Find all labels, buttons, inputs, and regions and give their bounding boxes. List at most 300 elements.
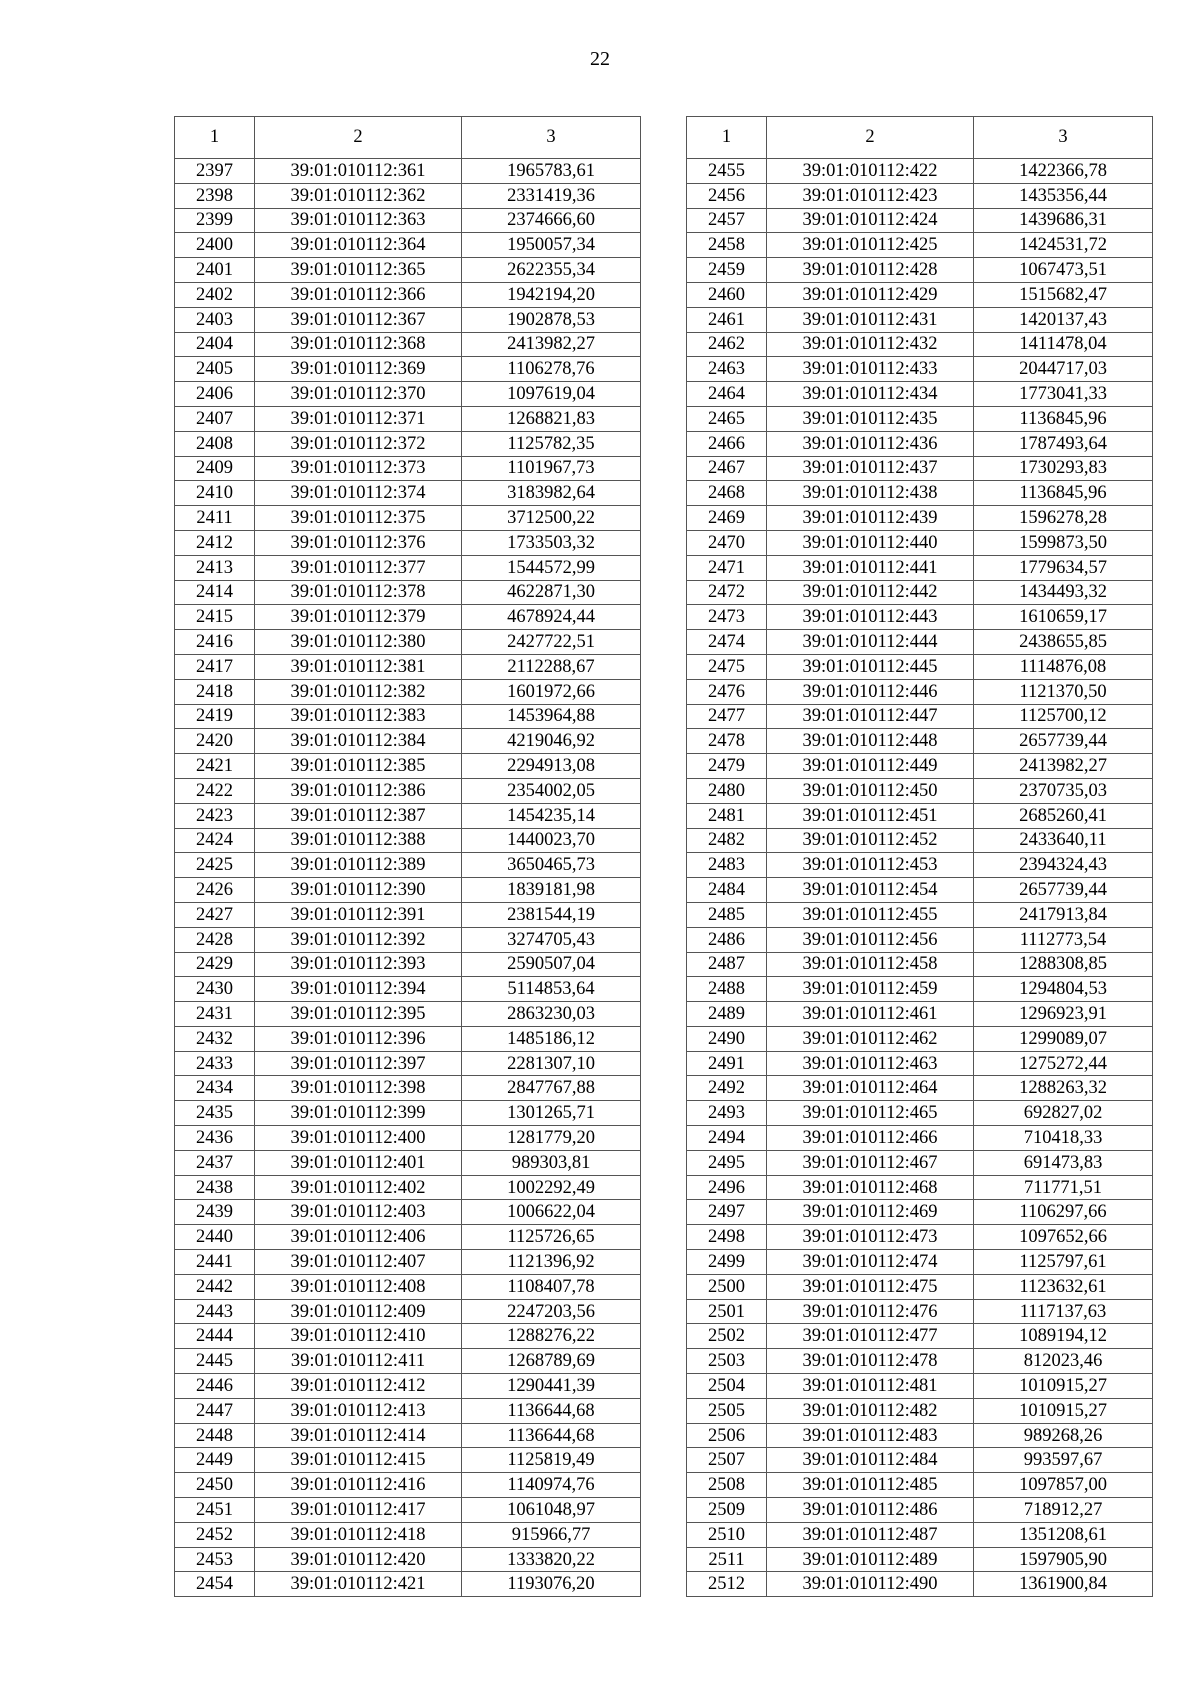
value-cell: 1454235,14 — [462, 803, 641, 828]
cadastral-number-cell: 39:01:010112:469 — [767, 1200, 974, 1225]
cadastral-number-cell: 39:01:010112:450 — [767, 778, 974, 803]
cadastral-table-left — [174, 116, 641, 1597]
row-number-cell: 2417 — [175, 654, 255, 679]
row-number-cell: 2505 — [687, 1398, 767, 1423]
cadastral-number-cell: 39:01:010112:364 — [255, 233, 462, 258]
table-row — [687, 1448, 1153, 1473]
table-row — [175, 1126, 641, 1151]
cadastral-number-cell: 39:01:010112:416 — [255, 1473, 462, 1498]
table-row — [687, 1026, 1153, 1051]
row-number-cell: 2502 — [687, 1324, 767, 1349]
value-cell: 1420137,43 — [974, 307, 1153, 332]
cadastral-number-cell: 39:01:010112:391 — [255, 902, 462, 927]
row-number-cell: 2492 — [687, 1076, 767, 1101]
value-cell: 1601972,66 — [462, 679, 641, 704]
row-number-cell: 2420 — [175, 729, 255, 754]
value-cell: 1101967,73 — [462, 456, 641, 481]
row-number-cell: 2413 — [175, 555, 255, 580]
table-row — [175, 1324, 641, 1349]
row-number-cell: 2488 — [687, 977, 767, 1002]
row-number-cell: 2443 — [175, 1299, 255, 1324]
cadastral-number-cell: 39:01:010112:468 — [767, 1175, 974, 1200]
value-cell: 1351208,61 — [974, 1522, 1153, 1547]
cadastral-number-cell: 39:01:010112:466 — [767, 1126, 974, 1151]
row-number-cell: 2452 — [175, 1522, 255, 1547]
cadastral-table-right — [686, 116, 1153, 1597]
row-number-cell: 2453 — [175, 1547, 255, 1572]
table-row — [687, 1473, 1153, 1498]
cadastral-number-cell: 39:01:010112:475 — [767, 1274, 974, 1299]
value-cell: 1010915,27 — [974, 1398, 1153, 1423]
table-row — [687, 530, 1153, 555]
cadastral-number-cell: 39:01:010112:379 — [255, 605, 462, 630]
table-row — [175, 1026, 641, 1051]
value-cell: 1453964,88 — [462, 704, 641, 729]
value-cell: 2247203,56 — [462, 1299, 641, 1324]
cadastral-number-cell: 39:01:010112:441 — [767, 555, 974, 580]
row-number-cell: 2418 — [175, 679, 255, 704]
cadastral-number-cell: 39:01:010112:383 — [255, 704, 462, 729]
row-number-cell: 2508 — [687, 1473, 767, 1498]
value-cell: 1136644,68 — [462, 1423, 641, 1448]
table-row — [175, 332, 641, 357]
row-number-cell: 2466 — [687, 431, 767, 456]
value-cell: 1290441,39 — [462, 1374, 641, 1399]
cadastral-number-cell: 39:01:010112:395 — [255, 1002, 462, 1027]
value-cell: 692827,02 — [974, 1101, 1153, 1126]
cadastral-number-cell: 39:01:010112:402 — [255, 1175, 462, 1200]
table-row — [687, 1175, 1153, 1200]
cadastral-number-cell: 39:01:010112:474 — [767, 1250, 974, 1275]
cadastral-number-cell: 39:01:010112:454 — [767, 878, 974, 903]
row-number-cell: 2510 — [687, 1522, 767, 1547]
cadastral-number-cell: 39:01:010112:367 — [255, 307, 462, 332]
table-row — [687, 1002, 1153, 1027]
table-row — [687, 679, 1153, 704]
value-cell: 2847767,88 — [462, 1076, 641, 1101]
value-cell: 4678924,44 — [462, 605, 641, 630]
table-row — [687, 382, 1153, 407]
value-cell: 812023,46 — [974, 1349, 1153, 1374]
table-row — [687, 332, 1153, 357]
row-number-cell: 2449 — [175, 1448, 255, 1473]
table-row — [175, 530, 641, 555]
row-number-cell: 2451 — [175, 1498, 255, 1523]
cadastral-number-cell: 39:01:010112:463 — [767, 1051, 974, 1076]
table-row — [687, 630, 1153, 655]
cadastral-number-cell: 39:01:010112:490 — [767, 1572, 974, 1597]
cadastral-number-cell: 39:01:010112:445 — [767, 654, 974, 679]
cadastral-number-cell: 39:01:010112:389 — [255, 853, 462, 878]
table-row — [175, 382, 641, 407]
row-number-cell: 2415 — [175, 605, 255, 630]
cadastral-number-cell: 39:01:010112:476 — [767, 1299, 974, 1324]
table-row — [687, 828, 1153, 853]
cadastral-number-cell: 39:01:010112:435 — [767, 406, 974, 431]
value-cell: 1902878,53 — [462, 307, 641, 332]
table-row — [687, 1398, 1153, 1423]
cadastral-number-cell: 39:01:010112:399 — [255, 1101, 462, 1126]
table-row — [175, 1473, 641, 1498]
table-row — [687, 1299, 1153, 1324]
cadastral-number-cell: 39:01:010112:420 — [255, 1547, 462, 1572]
row-number-cell: 2431 — [175, 1002, 255, 1027]
row-number-cell: 2414 — [175, 580, 255, 605]
row-number-cell: 2440 — [175, 1225, 255, 1250]
table-row — [687, 258, 1153, 283]
value-cell: 2354002,05 — [462, 778, 641, 803]
value-cell: 1787493,64 — [974, 431, 1153, 456]
value-cell: 1411478,04 — [974, 332, 1153, 357]
row-number-cell: 2464 — [687, 382, 767, 407]
row-number-cell: 2444 — [175, 1324, 255, 1349]
table-row — [175, 679, 641, 704]
cadastral-number-cell: 39:01:010112:418 — [255, 1522, 462, 1547]
row-number-cell: 2489 — [687, 1002, 767, 1027]
table-row — [687, 233, 1153, 258]
row-number-cell: 2433 — [175, 1051, 255, 1076]
table-row — [175, 208, 641, 233]
value-cell: 2112288,67 — [462, 654, 641, 679]
cadastral-number-cell: 39:01:010112:425 — [767, 233, 974, 258]
table-row — [175, 803, 641, 828]
value-cell: 1544572,99 — [462, 555, 641, 580]
table-row — [175, 977, 641, 1002]
row-number-cell: 2485 — [687, 902, 767, 927]
row-number-cell: 2460 — [687, 282, 767, 307]
value-cell: 1097857,00 — [974, 1473, 1153, 1498]
table-row — [687, 1547, 1153, 1572]
table-row — [175, 1572, 641, 1597]
row-number-cell: 2405 — [175, 357, 255, 382]
row-number-cell: 2461 — [687, 307, 767, 332]
value-cell: 1123632,61 — [974, 1274, 1153, 1299]
cadastral-number-cell: 39:01:010112:372 — [255, 431, 462, 456]
table-row — [175, 357, 641, 382]
row-number-cell: 2437 — [175, 1150, 255, 1175]
value-cell: 2657739,44 — [974, 878, 1153, 903]
table-row — [175, 605, 641, 630]
table-row — [175, 1274, 641, 1299]
cadastral-number-cell: 39:01:010112:483 — [767, 1423, 974, 1448]
value-cell: 1779634,57 — [974, 555, 1153, 580]
table-row — [175, 1522, 641, 1547]
table-row — [175, 406, 641, 431]
cadastral-number-cell: 39:01:010112:410 — [255, 1324, 462, 1349]
row-number-cell: 2511 — [687, 1547, 767, 1572]
table-row — [175, 1002, 641, 1027]
table-row — [175, 1423, 641, 1448]
row-number-cell: 2500 — [687, 1274, 767, 1299]
value-cell: 1422366,78 — [974, 159, 1153, 184]
cadastral-number-cell: 39:01:010112:392 — [255, 927, 462, 952]
cadastral-number-cell: 39:01:010112:408 — [255, 1274, 462, 1299]
table-row — [175, 1349, 641, 1374]
row-number-cell: 2454 — [175, 1572, 255, 1597]
table-row — [175, 704, 641, 729]
value-cell: 2370735,03 — [974, 778, 1153, 803]
value-cell: 1599873,50 — [974, 530, 1153, 555]
table-row — [687, 1150, 1153, 1175]
value-cell: 4219046,92 — [462, 729, 641, 754]
cadastral-number-cell: 39:01:010112:398 — [255, 1076, 462, 1101]
value-cell: 1117137,63 — [974, 1299, 1153, 1324]
value-cell: 2374666,60 — [462, 208, 641, 233]
row-number-cell: 2435 — [175, 1101, 255, 1126]
table-row — [175, 1200, 641, 1225]
table-row — [687, 307, 1153, 332]
table-header-row — [687, 117, 1153, 159]
cadastral-number-cell: 39:01:010112:456 — [767, 927, 974, 952]
table-row — [175, 183, 641, 208]
table-row — [175, 1175, 641, 1200]
cadastral-number-cell: 39:01:010112:485 — [767, 1473, 974, 1498]
cadastral-number-cell: 39:01:010112:431 — [767, 307, 974, 332]
row-number-cell: 2428 — [175, 927, 255, 952]
table-row — [175, 481, 641, 506]
cadastral-number-cell: 39:01:010112:444 — [767, 630, 974, 655]
cadastral-number-cell: 39:01:010112:423 — [767, 183, 974, 208]
table-row — [175, 729, 641, 754]
cadastral-number-cell: 39:01:010112:407 — [255, 1250, 462, 1275]
cadastral-number-cell: 39:01:010112:415 — [255, 1448, 462, 1473]
value-cell: 1136845,96 — [974, 481, 1153, 506]
row-number-cell: 2481 — [687, 803, 767, 828]
table-row — [687, 208, 1153, 233]
row-number-cell: 2404 — [175, 332, 255, 357]
value-cell: 1773041,33 — [974, 382, 1153, 407]
cadastral-number-cell: 39:01:010112:429 — [767, 282, 974, 307]
value-cell: 2433640,11 — [974, 828, 1153, 853]
value-cell: 2590507,04 — [462, 952, 641, 977]
value-cell: 1597905,90 — [974, 1547, 1153, 1572]
value-cell: 1125726,65 — [462, 1225, 641, 1250]
value-cell: 4622871,30 — [462, 580, 641, 605]
value-cell: 1121370,50 — [974, 679, 1153, 704]
table-row — [687, 406, 1153, 431]
table-row — [687, 456, 1153, 481]
value-cell: 3712500,22 — [462, 506, 641, 531]
table-row — [175, 778, 641, 803]
table-row — [687, 1250, 1153, 1275]
value-cell: 2417913,84 — [974, 902, 1153, 927]
value-cell: 2622355,34 — [462, 258, 641, 283]
cadastral-number-cell: 39:01:010112:411 — [255, 1349, 462, 1374]
value-cell: 1108407,78 — [462, 1274, 641, 1299]
value-cell: 1730293,83 — [974, 456, 1153, 481]
row-number-cell: 2400 — [175, 233, 255, 258]
table-row — [687, 555, 1153, 580]
cadastral-number-cell: 39:01:010112:377 — [255, 555, 462, 580]
value-cell: 1942194,20 — [462, 282, 641, 307]
row-number-cell: 2409 — [175, 456, 255, 481]
value-cell: 1106297,66 — [974, 1200, 1153, 1225]
value-cell: 1281779,20 — [462, 1126, 641, 1151]
table-row — [175, 233, 641, 258]
row-number-cell: 2446 — [175, 1374, 255, 1399]
row-number-cell: 2462 — [687, 332, 767, 357]
table-row — [175, 754, 641, 779]
cadastral-number-cell: 39:01:010112:452 — [767, 828, 974, 853]
value-cell: 1950057,34 — [462, 233, 641, 258]
table-row — [687, 729, 1153, 754]
value-cell: 1121396,92 — [462, 1250, 641, 1275]
row-number-cell: 2421 — [175, 754, 255, 779]
cadastral-number-cell: 39:01:010112:362 — [255, 183, 462, 208]
table-row — [687, 1374, 1153, 1399]
value-cell: 1106278,76 — [462, 357, 641, 382]
table-row — [175, 1374, 641, 1399]
cadastral-number-cell: 39:01:010112:380 — [255, 630, 462, 655]
table-row — [687, 580, 1153, 605]
row-number-cell: 2430 — [175, 977, 255, 1002]
table-row — [175, 1299, 641, 1324]
table-row — [175, 878, 641, 903]
value-cell: 1061048,97 — [462, 1498, 641, 1523]
value-cell: 1136845,96 — [974, 406, 1153, 431]
cadastral-number-cell: 39:01:010112:432 — [767, 332, 974, 357]
value-cell: 1299089,07 — [974, 1026, 1153, 1051]
row-number-cell: 2506 — [687, 1423, 767, 1448]
row-number-cell: 2456 — [687, 183, 767, 208]
table-row — [175, 159, 641, 184]
table-row — [687, 778, 1153, 803]
cadastral-number-cell: 39:01:010112:428 — [767, 258, 974, 283]
value-cell: 1596278,28 — [974, 506, 1153, 531]
row-number-cell: 2491 — [687, 1051, 767, 1076]
value-cell: 2657739,44 — [974, 729, 1153, 754]
cadastral-number-cell: 39:01:010112:439 — [767, 506, 974, 531]
cadastral-number-cell: 39:01:010112:484 — [767, 1448, 974, 1473]
table-row — [687, 1225, 1153, 1250]
value-cell: 1434493,32 — [974, 580, 1153, 605]
table-row — [687, 159, 1153, 184]
cadastral-number-cell: 39:01:010112:421 — [255, 1572, 462, 1597]
value-cell: 1294804,53 — [974, 977, 1153, 1002]
table-row — [687, 481, 1153, 506]
cadastral-number-cell: 39:01:010112:369 — [255, 357, 462, 382]
cadastral-number-cell: 39:01:010112:436 — [767, 431, 974, 456]
value-cell: 2427722,51 — [462, 630, 641, 655]
row-number-cell: 2480 — [687, 778, 767, 803]
row-number-cell: 2476 — [687, 679, 767, 704]
cadastral-number-cell: 39:01:010112:487 — [767, 1522, 974, 1547]
row-number-cell: 2493 — [687, 1101, 767, 1126]
row-number-cell: 2469 — [687, 506, 767, 531]
cadastral-number-cell: 39:01:010112:385 — [255, 754, 462, 779]
value-cell: 3274705,43 — [462, 927, 641, 952]
cadastral-number-cell: 39:01:010112:412 — [255, 1374, 462, 1399]
value-cell: 1097652,66 — [974, 1225, 1153, 1250]
cadastral-number-cell: 39:01:010112:446 — [767, 679, 974, 704]
row-number-cell: 2424 — [175, 828, 255, 853]
value-cell: 2331419,36 — [462, 183, 641, 208]
cadastral-number-cell: 39:01:010112:365 — [255, 258, 462, 283]
cadastral-number-cell: 39:01:010112:437 — [767, 456, 974, 481]
row-number-cell: 2467 — [687, 456, 767, 481]
table-row — [687, 357, 1153, 382]
table-row — [687, 902, 1153, 927]
value-cell: 2294913,08 — [462, 754, 641, 779]
value-cell: 3183982,64 — [462, 481, 641, 506]
cadastral-number-cell: 39:01:010112:396 — [255, 1026, 462, 1051]
row-number-cell: 2427 — [175, 902, 255, 927]
cadastral-number-cell: 39:01:010112:464 — [767, 1076, 974, 1101]
table-row — [687, 1423, 1153, 1448]
cadastral-number-cell: 39:01:010112:451 — [767, 803, 974, 828]
value-cell: 1275272,44 — [974, 1051, 1153, 1076]
table-header-row — [175, 117, 641, 159]
value-cell: 1140974,76 — [462, 1473, 641, 1498]
cadastral-number-cell: 39:01:010112:386 — [255, 778, 462, 803]
table-row — [687, 1051, 1153, 1076]
value-cell: 1333820,22 — [462, 1547, 641, 1572]
value-cell: 2413982,27 — [974, 754, 1153, 779]
table-row — [687, 1126, 1153, 1151]
table-row — [175, 282, 641, 307]
value-cell: 993597,67 — [974, 1448, 1153, 1473]
value-cell: 691473,83 — [974, 1150, 1153, 1175]
value-cell: 1112773,54 — [974, 927, 1153, 952]
row-number-cell: 2503 — [687, 1349, 767, 1374]
row-number-cell: 2501 — [687, 1299, 767, 1324]
row-number-cell: 2398 — [175, 183, 255, 208]
table-row — [687, 1200, 1153, 1225]
table-row — [175, 431, 641, 456]
row-number-cell: 2478 — [687, 729, 767, 754]
table-row — [687, 927, 1153, 952]
cadastral-number-cell: 39:01:010112:403 — [255, 1200, 462, 1225]
table-row — [175, 1225, 641, 1250]
cadastral-number-cell: 39:01:010112:401 — [255, 1150, 462, 1175]
row-number-cell: 2402 — [175, 282, 255, 307]
column-header-1: 1 — [687, 117, 767, 159]
cadastral-number-cell: 39:01:010112:366 — [255, 282, 462, 307]
column-header-2: 2 — [767, 117, 974, 159]
table-row — [687, 1324, 1153, 1349]
row-number-cell: 2436 — [175, 1126, 255, 1151]
value-cell: 1965783,61 — [462, 159, 641, 184]
cadastral-number-cell: 39:01:010112:447 — [767, 704, 974, 729]
column-header-2: 2 — [255, 117, 462, 159]
cadastral-number-cell: 39:01:010112:374 — [255, 481, 462, 506]
row-number-cell: 2401 — [175, 258, 255, 283]
table-row — [687, 1572, 1153, 1597]
value-cell: 1435356,44 — [974, 183, 1153, 208]
cadastral-number-cell: 39:01:010112:382 — [255, 679, 462, 704]
value-cell: 1010915,27 — [974, 1374, 1153, 1399]
row-number-cell: 2496 — [687, 1175, 767, 1200]
column-header-1: 1 — [175, 117, 255, 159]
table-row — [687, 654, 1153, 679]
row-number-cell: 2439 — [175, 1200, 255, 1225]
cadastral-number-cell: 39:01:010112:477 — [767, 1324, 974, 1349]
cadastral-number-cell: 39:01:010112:453 — [767, 853, 974, 878]
cadastral-number-cell: 39:01:010112:473 — [767, 1225, 974, 1250]
row-number-cell: 2497 — [687, 1200, 767, 1225]
value-cell: 1268821,83 — [462, 406, 641, 431]
table-row — [687, 977, 1153, 1002]
table-row — [175, 1498, 641, 1523]
cadastral-number-cell: 39:01:010112:397 — [255, 1051, 462, 1076]
cadastral-number-cell: 39:01:010112:381 — [255, 654, 462, 679]
cadastral-number-cell: 39:01:010112:393 — [255, 952, 462, 977]
row-number-cell: 2465 — [687, 406, 767, 431]
value-cell: 5114853,64 — [462, 977, 641, 1002]
row-number-cell: 2416 — [175, 630, 255, 655]
table-row — [175, 555, 641, 580]
row-number-cell: 2475 — [687, 654, 767, 679]
